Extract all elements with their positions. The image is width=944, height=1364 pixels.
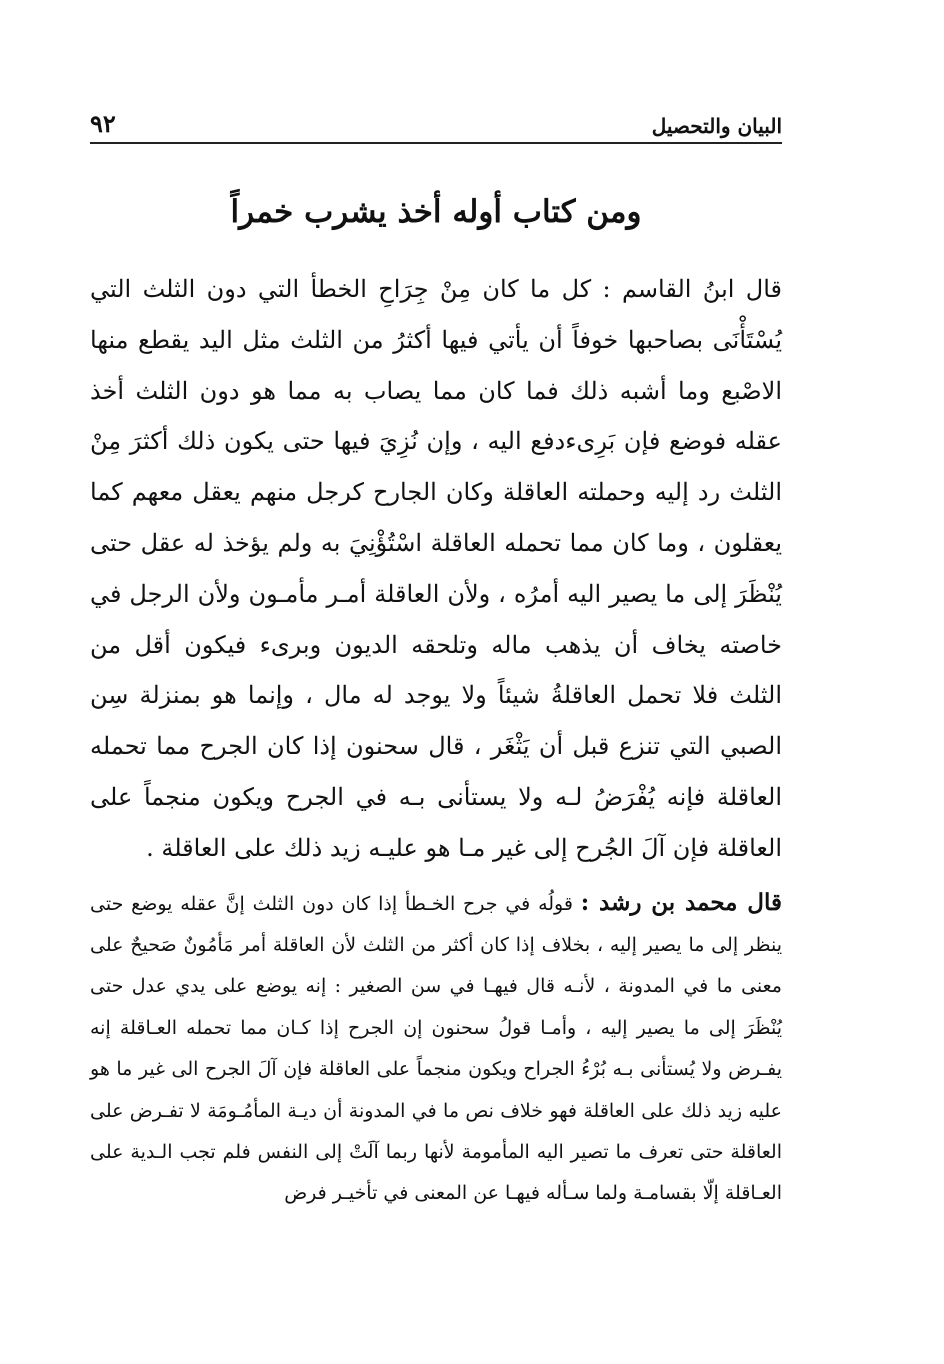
commentary-paragraph	[90, 882, 782, 1215]
chapter-title: ومن كتاب أوله أخذ يشرب خمراً	[230, 194, 642, 230]
commentary-text: قولُه في جرح الخـطأ إذا كان دون الثلث إنَّ عقله يوضع حتى ينظر إلى ما يصير إليه ، بخلاف إذا كان أكثر من الثلث لأن العاقلة أمر مَأمُونٌ صَحيحٌ على معنى ما في المدونة ، لأنـه قال فيهـا في سن الصغير : إنه يوضع على يدي عدل حتى يُنْظَرَ إلى ما يصير إليه ، وأمـا قولُ سحنون إن الجرح إذا كـان مما تحمله العـاقلة إنه يفـرض ولا يُستأنى بـه بُرْءُ الجراح ويكون منجماً على العاقلة فإن آلَ الجرح الى غير ما هو عليه زيد ذلك على العاقلة فهو خلاف نص ما في المدونة أن ديـة المأمُـومَة لا تفـرض على العاقلة حتى تعرف ما تصير اليه المأمومة لأنها ربما آلَتْ إلى النفس فلم تجب الـدية على العـاقلة إلّا بقسامـة ولما سـأله فيهـا عن المعنى في تأخيـر فرض	[90, 892, 782, 1205]
running-title: البيان والتحصيل	[651, 114, 782, 138]
main-paragraph: قال ابنُ القاسم : كل ما كان مِنْ جِرَاحِ الخطأ التي دون الثلث التي يُسْتَأْنَى بصاحبها خوفاً أن يأتي فيها أكثرُ من الثلث مثل اليد يقطع منها الاصْبع وما أشبه ذلك فما كان مما يصاب به مما هو دون الثلث أخذ عقله فوضع فإن بَرِىءدفع اليه ، وإن نُزِيَ فيها حتى يكون ذلك أكثرَ مِنْ الثلث رد إليه وحملته العاقلة وكان الجارح كرجل منهم يعقل معهم كما يعقلون ، وما كان مما تحمله العاقلة اسْتُؤْنِيَ به ولم يؤخذ له عقل حتى يُنْظَرَ إلى ما يصير اليه أمرُه ، ولأن العاقلة أمـر مأمـون ولأن الرجل في خاصته يخاف أن يذهب ماله وتلحقه الديون وبرىء فيكون أقل من الثلث فلا تحمل العاقلةُ شيئاً ولا يوجد له مال ، وإنما هو بمنزلة سِن الصبي التي تنزع قبل أن يَثْغَر ، قال سحنون إذا كان الجرح مما تحمله العاقلة فإنه يُفْرَضُ لـه ولا يستأنى بـه في الجرح ويكون منجماً على العاقلة فإن آلَ الجُرح إلى غير مـا هو عليـه زيد ذلك على العاقلة .	[90, 275, 782, 862]
commentary-speaker: قال محمد بن رشد :	[580, 888, 782, 916]
book-page	[90, 108, 782, 1215]
page-number: ٩٢	[90, 109, 116, 138]
running-header	[90, 108, 782, 144]
